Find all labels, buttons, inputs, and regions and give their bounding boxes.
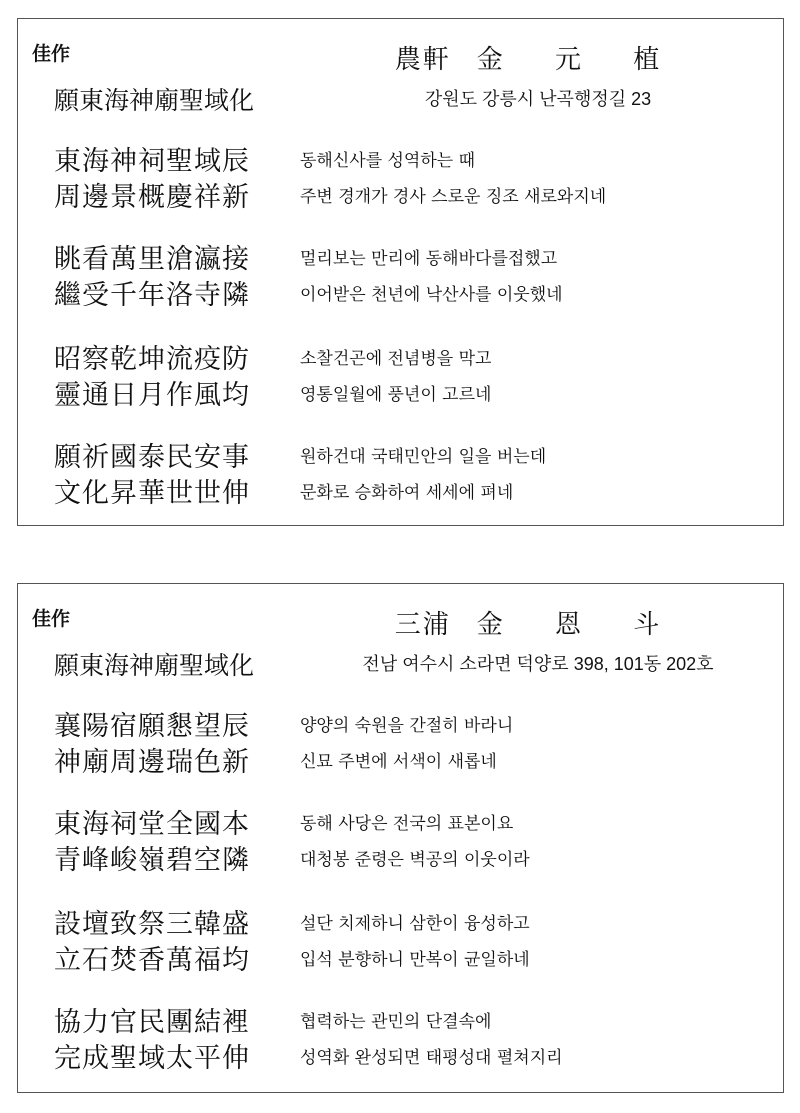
author-address: 전남 여수시 소라면 덕양로 398, 101동 202호	[362, 654, 714, 674]
poem-panel-1	[17, 18, 784, 526]
verse-line	[18, 435, 783, 473]
hanja-verse: 協力官民團結裡	[54, 1007, 250, 1038]
verse-line	[18, 273, 783, 311]
hanja-verse: 青峰峻嶺碧空隣	[54, 845, 250, 876]
award-label: 佳作	[32, 608, 71, 630]
hanja-verse: 立石焚香萬福均	[54, 945, 250, 976]
hanja-verse: 周邊景概慶祥新	[54, 182, 250, 213]
stanza	[18, 237, 783, 311]
verse-line	[18, 337, 783, 375]
stanza	[18, 337, 783, 411]
verse-line	[18, 838, 783, 876]
korean-translation: 이어받은 천년에 낙산사를 이웃했네	[300, 285, 563, 305]
stanza	[18, 435, 783, 509]
verse-line	[18, 1000, 783, 1038]
verse-line	[18, 237, 783, 275]
korean-translation: 동해 사당은 전국의 표본이요	[300, 814, 514, 834]
stanza	[18, 902, 783, 976]
korean-translation: 협력하는 관민의 단결속에	[300, 1012, 492, 1032]
hanja-verse: 文化昇華世世伸	[54, 478, 250, 509]
korean-translation: 입석 분향하니 만복이 균일하네	[300, 950, 530, 970]
verse-line	[18, 802, 783, 840]
hanja-verse: 昭察乾坤流疫防	[54, 344, 250, 375]
pen-name: 農軒	[394, 45, 451, 75]
hanja-verse: 願祈國泰民安事	[54, 442, 250, 473]
korean-translation: 성역화 완성되면 태평성대 펼쳐지리	[300, 1048, 563, 1068]
korean-translation: 설단 치제하니 삼한이 융성하고	[300, 914, 530, 934]
verse-line	[18, 175, 783, 213]
verse-line	[18, 704, 783, 742]
verse-line	[18, 938, 783, 976]
author-line	[318, 39, 758, 76]
hanja-verse: 設壇致祭三韓盛	[54, 909, 250, 940]
stanza	[18, 704, 783, 778]
hanja-verse: 眺看萬里滄瀛接	[54, 244, 250, 275]
award-label: 佳作	[32, 43, 71, 65]
korean-translation: 원하건대 국태민안의 일을 버는데	[300, 447, 547, 467]
hanja-verse: 靈通日月作風均	[54, 380, 250, 411]
hanja-verse: 繼受千年洛寺隣	[54, 280, 250, 311]
author-address: 강원도 강릉시 난곡행정길 23	[424, 89, 652, 109]
korean-translation: 양양의 숙원을 간절히 바라니	[300, 716, 514, 736]
author-name: 金 恩 斗	[476, 610, 682, 640]
author-name: 金 元 植	[476, 45, 682, 75]
korean-translation: 대청봉 준령은 벽공의 이웃이라	[300, 850, 530, 870]
author-line	[318, 604, 758, 641]
hanja-verse: 神廟周邊瑞色新	[54, 747, 250, 778]
verse-line	[18, 740, 783, 778]
poem-title: 願東海神廟聖域化	[54, 86, 255, 115]
korean-translation: 멀리보는 만리에 동해바다를접했고	[300, 249, 558, 269]
hanja-verse: 東海神祠聖域辰	[54, 146, 250, 177]
hanja-verse: 東海祠堂全國本	[54, 809, 250, 840]
verse-line	[18, 139, 783, 177]
poem-title: 願東海神廟聖域化	[54, 651, 255, 680]
verse-line	[18, 373, 783, 411]
poem-panel-2	[17, 583, 784, 1093]
korean-translation: 주변 경개가 경사 스로운 징조 새로와지네	[300, 187, 607, 207]
stanza	[18, 139, 783, 213]
korean-translation: 신묘 주변에 서색이 새롭네	[300, 752, 497, 772]
stanza	[18, 802, 783, 876]
hanja-verse: 襄陽宿願懇望辰	[54, 711, 250, 742]
pen-name: 三浦	[394, 610, 451, 640]
verse-line	[18, 902, 783, 940]
hanja-verse: 完成聖域太平伸	[54, 1043, 250, 1074]
verse-line	[18, 471, 783, 509]
korean-translation: 문화로 승화하여 세세에 펴네	[300, 483, 514, 503]
korean-translation: 영통일월에 풍년이 고르네	[300, 385, 492, 405]
korean-translation: 동해신사를 성역하는 때	[300, 151, 476, 171]
korean-translation: 소찰건곤에 전념병을 막고	[300, 349, 492, 369]
stanza	[18, 1000, 783, 1074]
verse-line	[18, 1036, 783, 1074]
